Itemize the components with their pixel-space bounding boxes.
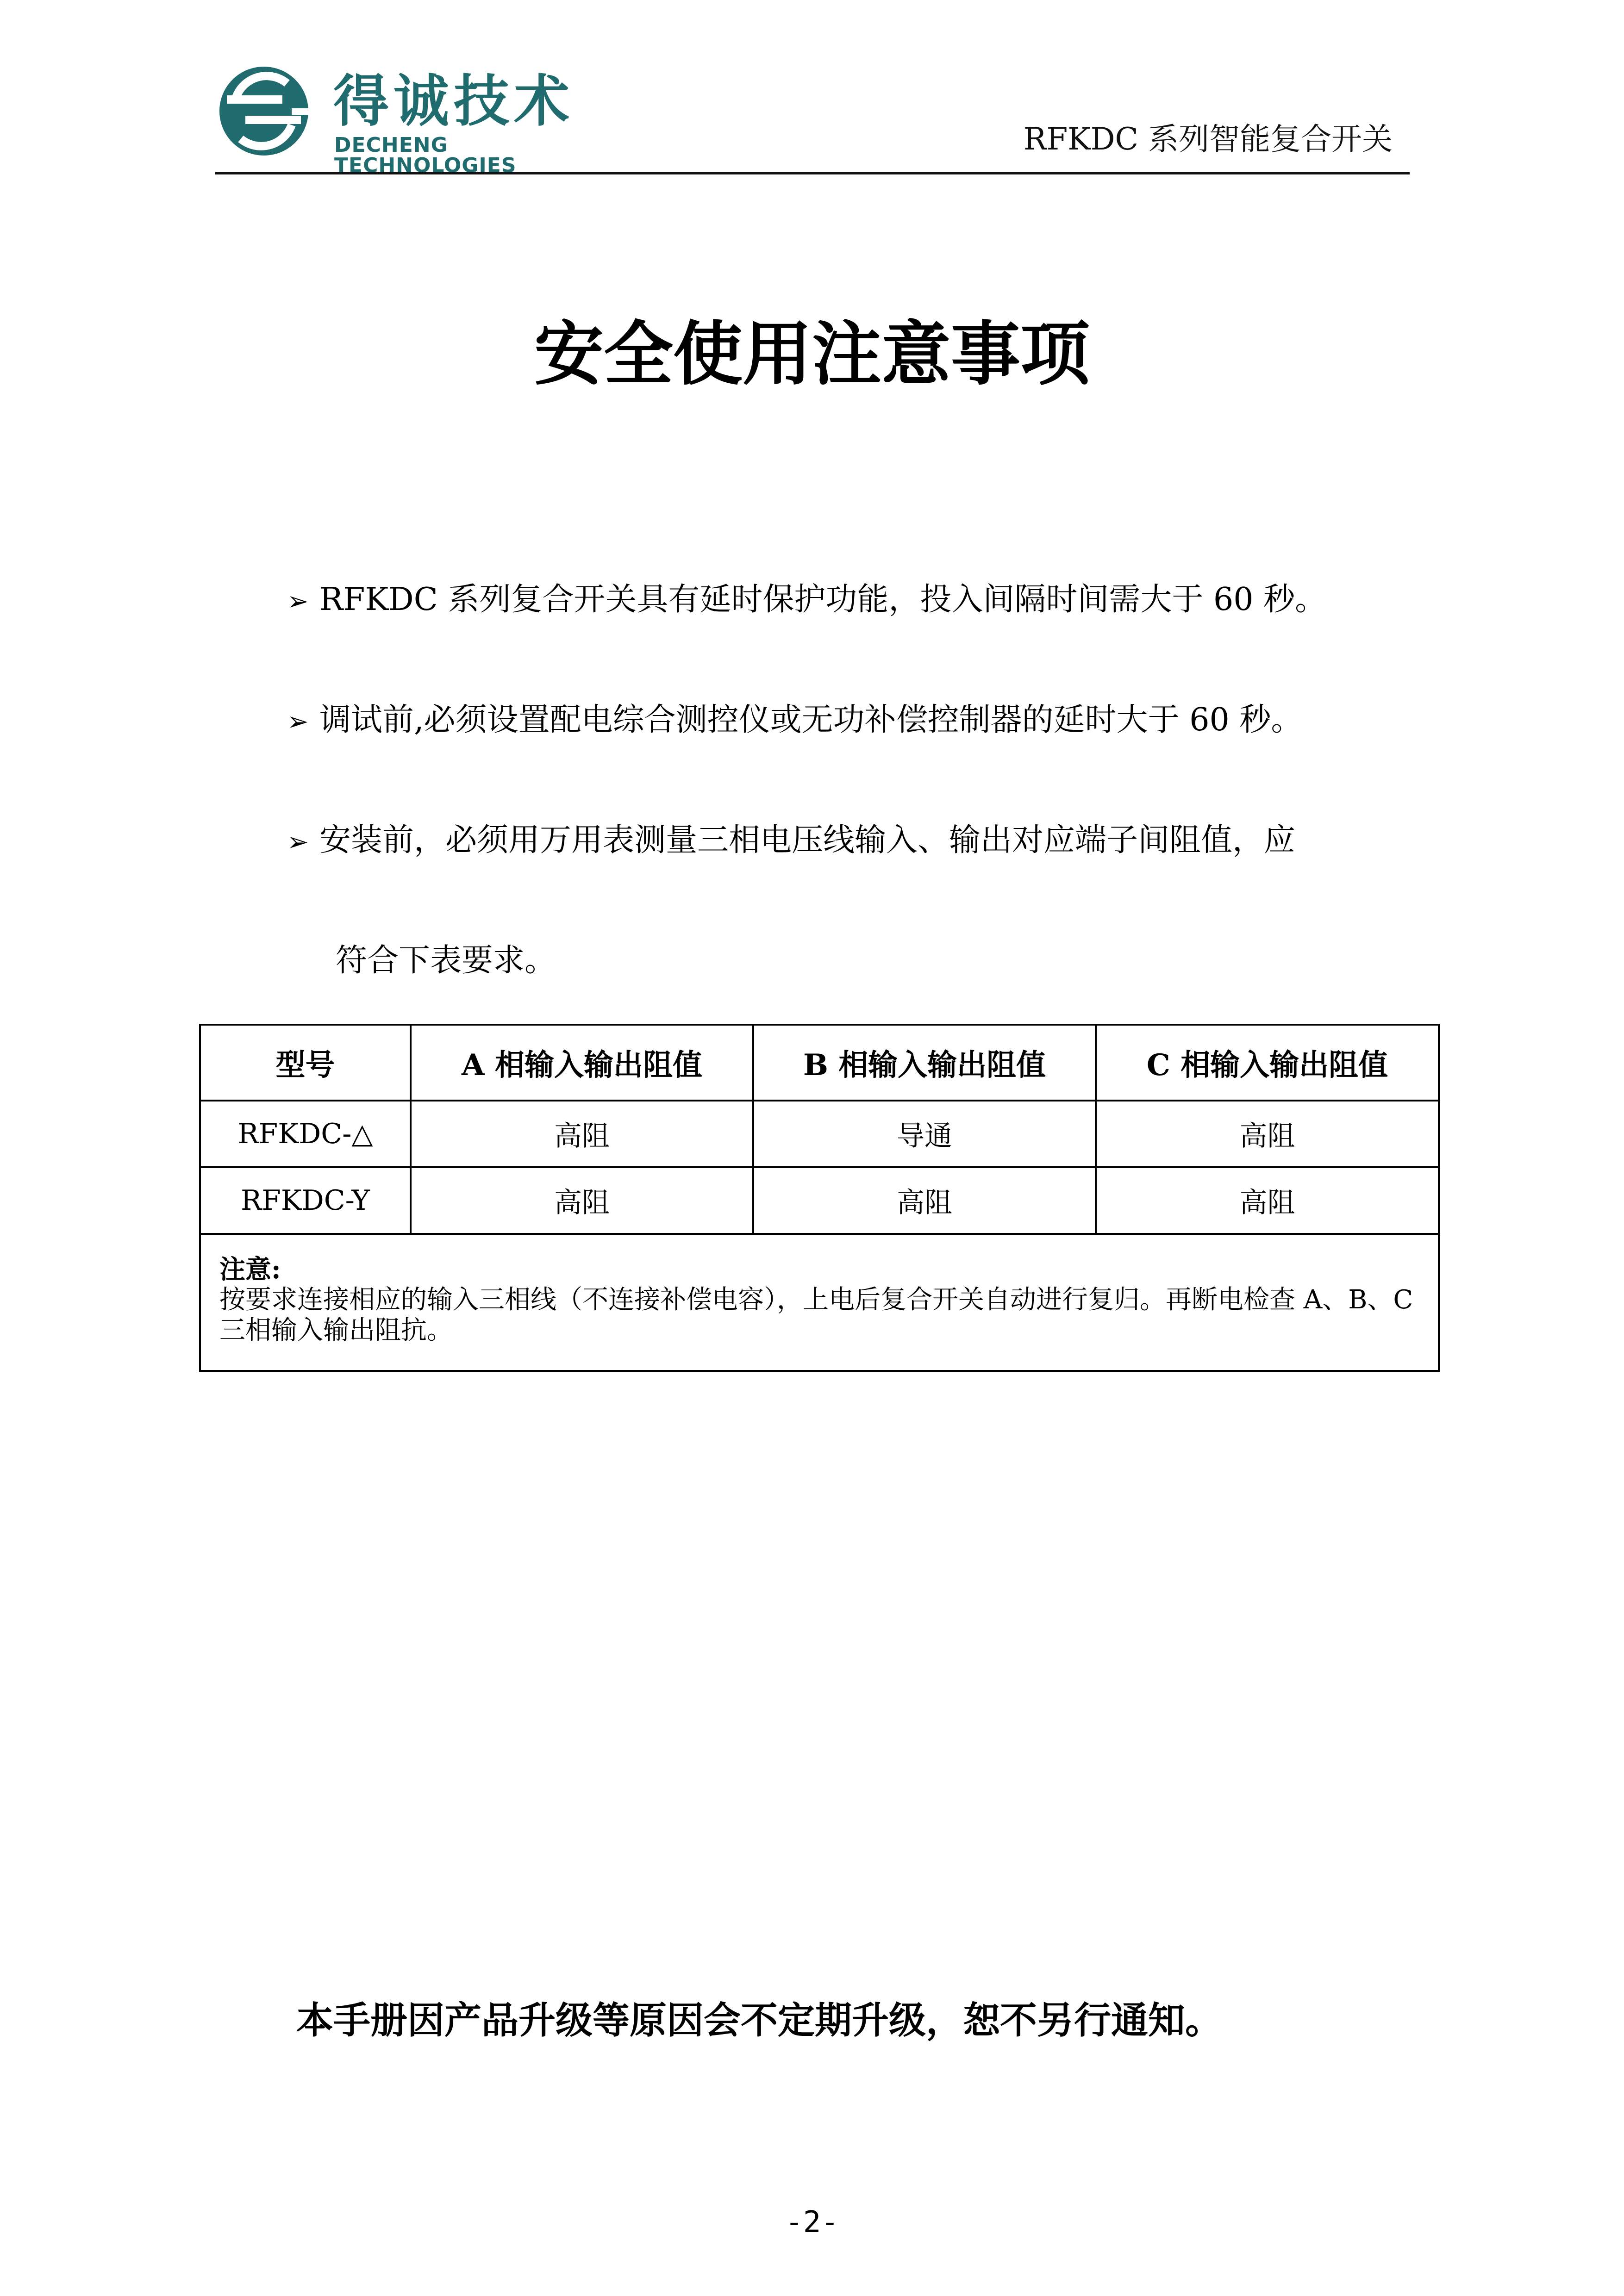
note-label: 注意:	[219, 1254, 281, 1285]
header-divider	[215, 172, 1410, 174]
footer-notice: 本手册因产品升级等原因会不定期升级，恕不另行通知。	[296, 1998, 1222, 2042]
bullet-item	[287, 704, 1302, 736]
resistance-table	[199, 1024, 1440, 1372]
bullet-continuation: 符合下表要求。	[336, 942, 556, 979]
table-header-row	[200, 1025, 1439, 1101]
page-title: 安全使用注意事项	[534, 313, 1090, 395]
table-row	[200, 1101, 1439, 1167]
header-phase-c: C 相输入输出阻值	[1096, 1025, 1439, 1101]
logo-english-name: DECHENG TECHNOLOGIES	[334, 133, 517, 177]
header-model: 型号	[200, 1025, 411, 1101]
table-cell: 高阻	[1096, 1167, 1439, 1234]
company-logo	[218, 65, 620, 177]
table-cell: 高阻	[1096, 1101, 1439, 1167]
table-cell: 导通	[753, 1101, 1096, 1167]
note-text: 按要求连接相应的输入三相线（不连接补偿电容），上电后复合开关自动进行复归。再断电检查 A、B、C 三相输入输出阻抗。	[219, 1285, 1413, 1346]
header-phase-a: A 相输入输出阻值	[411, 1025, 753, 1101]
page-number: -2-	[785, 2205, 839, 2240]
decheng-logo-icon	[218, 65, 310, 157]
bullet-text: RFKDC 系列复合开关具有延时保护功能，投入间隔时间需大于 60 秒。	[319, 581, 1327, 618]
table-cell: 高阻	[753, 1167, 1096, 1234]
header-phase-b: B 相输入输出阻值	[753, 1025, 1096, 1101]
running-header-title: RFKDC 系列智能复合开关	[1023, 121, 1393, 157]
bullet-item	[287, 581, 1327, 618]
bullet-item	[287, 822, 1296, 859]
table-cell: RFKDC-Y	[200, 1167, 411, 1234]
table-cell: RFKDC-△	[200, 1101, 411, 1167]
table-note-row	[200, 1234, 1439, 1371]
logo-chinese-name: 得诚技术	[333, 69, 574, 134]
bullet-text: 调试前,必须设置配电综合测控仪或无功补偿控制器的延时大于 60 秒。	[319, 702, 1303, 738]
bullet-text: 安装前，必须用万用表测量三相电压线输入、输出对应端子间阻值，应	[319, 822, 1296, 859]
table-cell: 高阻	[411, 1167, 753, 1234]
table-row	[200, 1167, 1439, 1234]
arrow-bullet-icon: ➢	[287, 827, 309, 857]
table-note	[200, 1234, 1439, 1371]
arrow-bullet-icon: ➢	[287, 707, 309, 737]
table-cell: 高阻	[411, 1101, 753, 1167]
arrow-bullet-icon: ➢	[287, 586, 309, 616]
